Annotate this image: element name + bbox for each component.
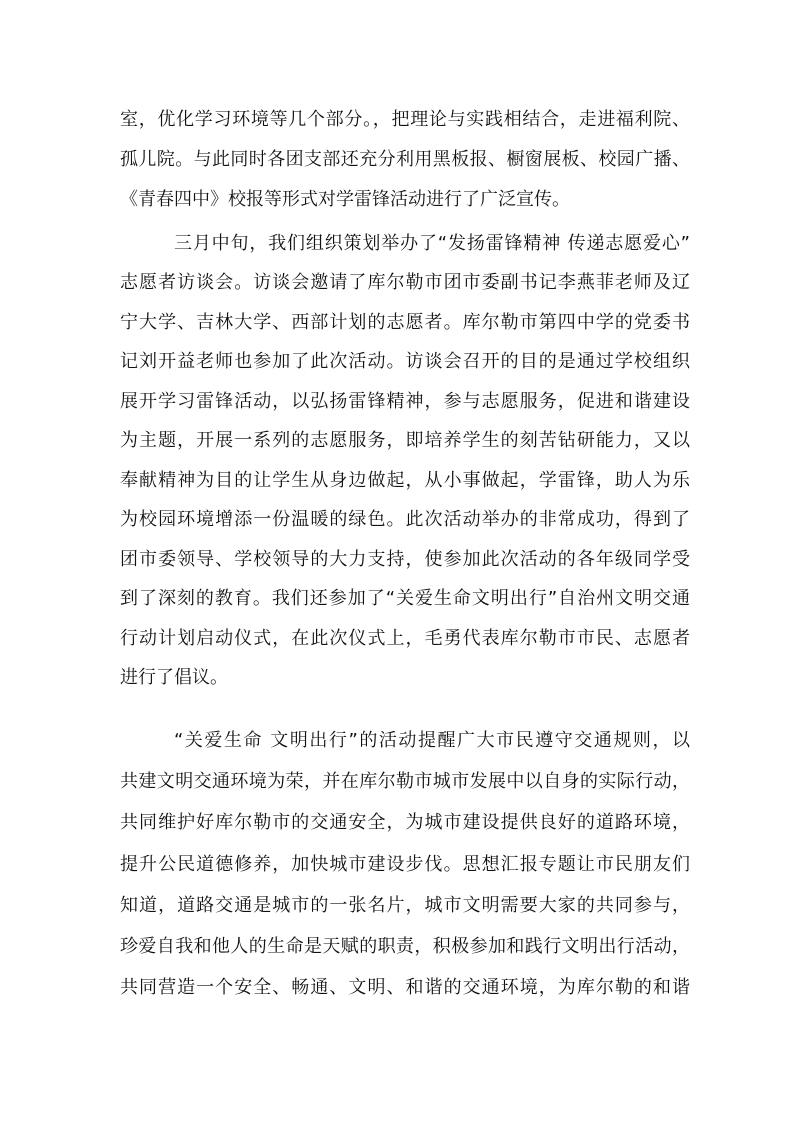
paragraph-2-line-1: 三月中旬，我们组织策划举办了“发扬雷锋精神 传递志愿爱心” (174, 233, 690, 254)
paragraph-2-line-3: 宁大学、吉林大学、西部计划的志愿者。库尔勒市第四中学的党委书 (120, 312, 690, 333)
paragraph-2-line-5: 展开学习雷锋活动，以弘扬雷锋精神，参与志愿服务，促进和谐建设 (120, 391, 690, 412)
paragraph-3-line-6: 珍爱自我和他人的生命是天赋的职责，积极参加和践行文明出行活动， (120, 936, 690, 957)
paragraph-2-line-8: 为校园环境增添一份温暖的绿色。此次活动举办的非常成功，得到了 (120, 509, 690, 530)
paragraph-2-line-2: 志愿者访谈会。访谈会邀请了库尔勒市团市委副书记李燕菲老师及辽 (120, 272, 690, 293)
paragraph-3-line-2: 共建文明交通环境为荣，并在库尔勒市城市发展中以自身的实际行动， (120, 771, 690, 792)
paragraph-1-line-3: 《青春四中》校报等形式对学雷锋活动进行了广泛宣传。 (120, 189, 570, 210)
paragraph-2-line-11: 行动计划启动仪式，在此次仪式上，毛勇代表库尔勒市市民、志愿者 (120, 628, 690, 649)
paragraph-1-line-1: 室，优化学习环境等几个部分。，把理论与实践相结合，走进福利院、 (120, 109, 690, 130)
paragraph-3-line-7: 共同营造一个安全、畅通、文明、和谐的交通环境，为库尔勒的和谐 (120, 977, 690, 998)
paragraph-3-line-4: 提升公民道德修养，加快城市建设步伐。思想汇报专题让市民朋友们 (120, 854, 690, 875)
paragraph-2-line-4: 记刘开益老师也参加了此次活动。访谈会召开的目的是通过学校组织 (120, 351, 690, 372)
paragraph-2-line-6: 为主题，开展一系列的志愿服务，即培养学生的刻苦钻研能力，又以 (120, 430, 690, 451)
paragraph-2-line-12: 进行了倡议。 (120, 667, 228, 688)
paragraph-2-line-7: 奉献精神为目的让学生从身边做起，从小事做起，学雷锋，助人为乐 (120, 470, 690, 491)
paragraph-3-line-1: “关爱生命 文明出行”的活动提醒广大市民遵守交通规则，以 (174, 730, 690, 751)
paragraph-3-line-3: 共同维护好库尔勒市的交通安全，为城市建设提供良好的道路环境， (120, 812, 690, 833)
paragraph-1-line-2: 孤儿院。与此同时各团支部还充分利用黑板报、橱窗展板、校园广播、 (120, 149, 690, 170)
paragraph-2-line-9: 团市委领导、学校领导的大力支持，使参加此次活动的各年级同学受 (120, 549, 690, 570)
paragraph-3-line-5: 知道，道路交通是城市的一张名片，城市文明需要大家的共同参与， (120, 895, 690, 916)
paragraph-2-line-10: 到了深刻的教育。我们还参加了“关爱生命文明出行”自治州文明交通 (120, 588, 690, 609)
